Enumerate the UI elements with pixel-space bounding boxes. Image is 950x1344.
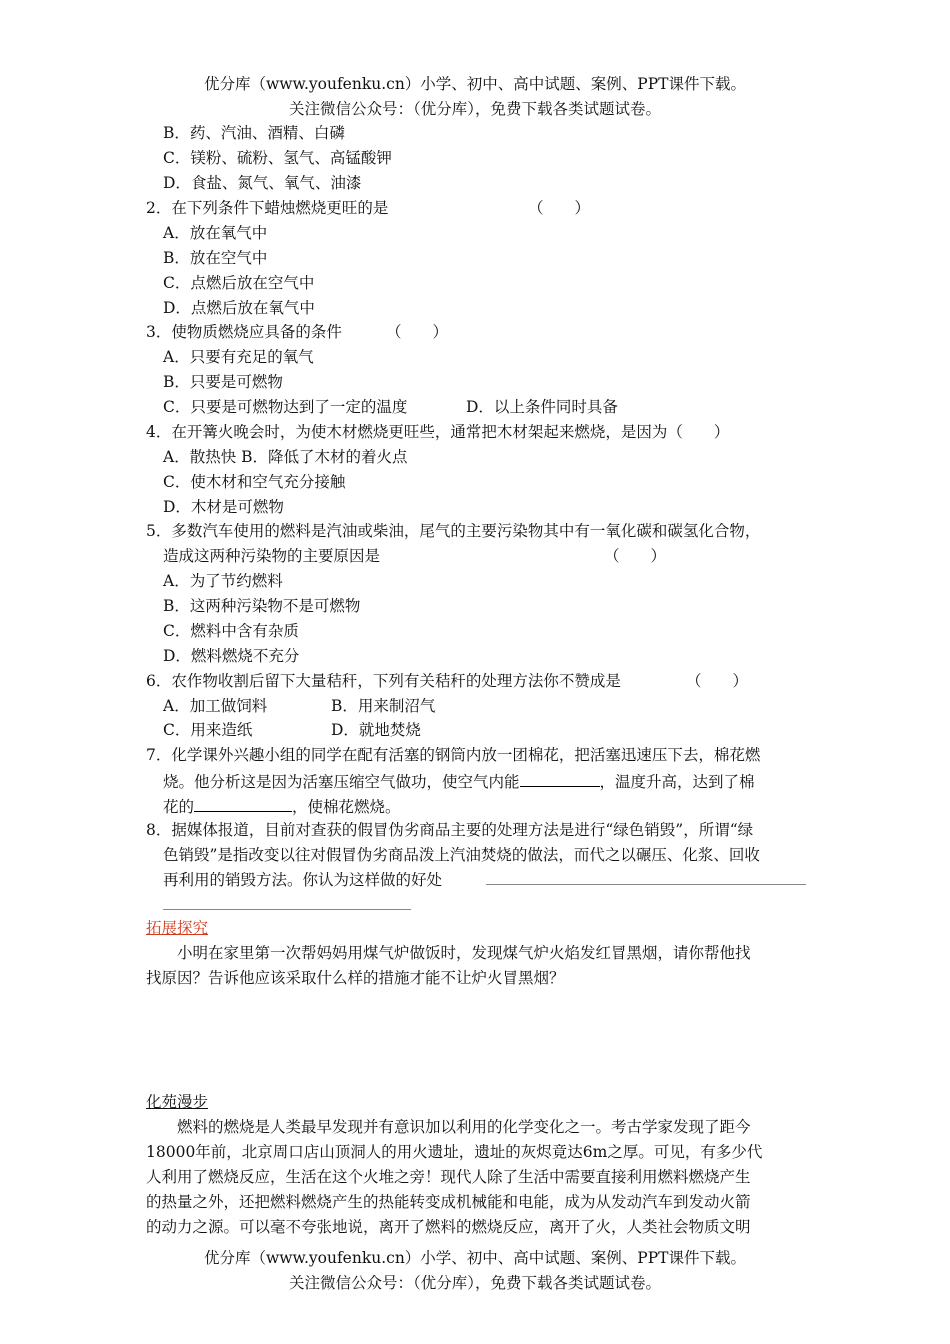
q3-stem: 3．使物质燃烧应具备的条件 (146, 323, 342, 341)
q5-option-a: A．为了节约燃料 (163, 572, 283, 590)
q7-line-3-text-a: 花的 (163, 798, 195, 816)
stroll-line-1: 燃料的燃烧是人类最早发现并有意识加以利用的化学变化之一。考古学家发现了距今 (177, 1118, 751, 1136)
q5-option-c: C．燃料中含有杂质 (163, 622, 299, 640)
q6-option-d: D．就地焚烧 (331, 721, 421, 739)
explore-line-2: 找原因？告诉他应该采取什么样的措施才能不让炉火冒黑烟？ (146, 969, 565, 987)
q1-option-c: C．镁粉、硫粉、氢气、高锰酸钾 (163, 149, 392, 167)
q7-line-3 (163, 794, 401, 818)
q2-option-a: A．放在氧气中 (163, 224, 268, 242)
q3-option-d: D．以上条件同时具备 (466, 398, 618, 416)
stroll-title: 化苑漫步 (146, 1093, 209, 1111)
stroll-line-3: 人利用了燃烧反应，生活在这个火堆之旁！现代人除了生活中需要直接利用燃料燃烧产生 (146, 1168, 751, 1186)
q5-stem-line-2: 造成这两种污染物的主要原因是 (163, 547, 381, 565)
q8-answer-line-2[interactable] (163, 909, 411, 910)
q5-answer-paren: （ ） (604, 547, 667, 565)
q8-answer-line-1[interactable] (486, 884, 806, 885)
header-line-2: 关注微信公众号：（优分库），免费下载各类试题试卷。 (288, 100, 661, 118)
stroll-line-5: 的动力之源。可以毫不夸张地说，离开了燃料的燃烧反应，离开了火，人类社会物质文明 (146, 1218, 751, 1236)
q4-option-ab: A．散热快 B．降低了木材的着火点 (163, 448, 408, 466)
q8-line-3: 再利用的销毁方法。你认为这样做的好处 (163, 871, 443, 889)
q7-line-3-text-b: ，使棉花燃烧。 (292, 798, 401, 816)
q7-blank-2[interactable] (194, 794, 292, 812)
q7-line-2-text-a: 烧。他分析这是因为活塞压缩空气做功，使空气内能 (163, 773, 520, 791)
footer-line-2: 关注微信公众号：（优分库），免费下载各类试题试卷。 (288, 1274, 661, 1292)
stroll-line-4: 的热量之外，还把燃料燃烧产生的热能转变成机械能和电能，成为从发动汽车到发动火箭 (146, 1193, 751, 1211)
q5-option-d: D．燃料燃烧不充分 (163, 647, 300, 665)
explore-line-1: 小明在家里第一次帮妈妈用煤气炉做饭时，发现煤气炉火焰发红冒黑烟，请你帮他找 (177, 944, 751, 962)
q4-stem: 4．在开篝火晚会时，为使木材燃烧更旺些，通常把木材架起来燃烧，是因为（ ） (146, 423, 730, 441)
q3-answer-paren: （ ） (386, 323, 449, 341)
q2-answer-paren: （ ） (528, 199, 591, 217)
q8-line-2: 色销毁”是指改变以往对假冒伪劣商品泼上汽油焚烧的做法，而代之以碾压、化浆、回收 (163, 846, 760, 864)
q7-line-2-text-b: ，温度升高，达到了棉 (599, 773, 755, 791)
q7-line-1: 7．化学课外兴趣小组的同学在配有活塞的钢筒内放一团棉花，把活塞迅速压下去，棉花燃 (146, 746, 761, 764)
stroll-line-2: 18000年前，北京周口店山顶洞人的用火遗址，遗址的灰烬竟达6m之厚。可见，有多少代 (146, 1143, 763, 1161)
q4-option-c: C．使木材和空气充分接触 (163, 473, 346, 491)
q6-stem: 6．农作物收割后留下大量秸秆，下列有关秸秆的处理方法你不赞成是 (146, 672, 621, 690)
q3-option-a: A．只要有充足的氧气 (163, 348, 314, 366)
explore-title: 拓展探究 (146, 919, 209, 937)
q5-stem-line-1: 5．多数汽车使用的燃料是汽油或柴油，尾气的主要污染物其中有一氧化碳和碳氢化合物， (146, 522, 761, 540)
footer-line-1: 优分库（www.youfenku.cn）小学、初中、高中试题、案例、PPT课件下载。 (203, 1249, 747, 1267)
q6-option-a: A．加工做饲料 (163, 697, 268, 715)
q2-option-d: D．点燃后放在氧气中 (163, 299, 315, 317)
q5-option-b: B．这两种污染物不是可燃物 (163, 597, 361, 615)
q8-line-1: 8．据媒体报道，目前对查获的假冒伪劣商品主要的处理方法是进行“绿色销毁”，所谓“绿 (146, 821, 754, 839)
q4-option-d: D．木材是可燃物 (163, 498, 284, 516)
q3-option-b: B．只要是可燃物 (163, 373, 283, 391)
q3-option-c: C．只要是可燃物达到了一定的温度 (163, 398, 408, 416)
q1-option-d: D．食盐、氮气、氧气、油漆 (163, 174, 362, 192)
q7-blank-1[interactable] (520, 769, 600, 787)
q2-stem: 2．在下列条件下蜡烛燃烧更旺的是 (146, 199, 389, 217)
q2-option-b: B．放在空气中 (163, 249, 268, 267)
header-line-1: 优分库（www.youfenku.cn）小学、初中、高中试题、案例、PPT课件下载。 (203, 75, 747, 93)
q6-option-c: C．用来造纸 (163, 721, 253, 739)
q7-line-2 (163, 769, 755, 793)
q6-answer-paren: （ ） (686, 672, 749, 690)
q6-option-b: B．用来制沼气 (331, 697, 436, 715)
q2-option-c: C．点燃后放在空气中 (163, 274, 315, 292)
q1-option-b: B．药、汽油、酒精、白磷 (163, 124, 345, 142)
